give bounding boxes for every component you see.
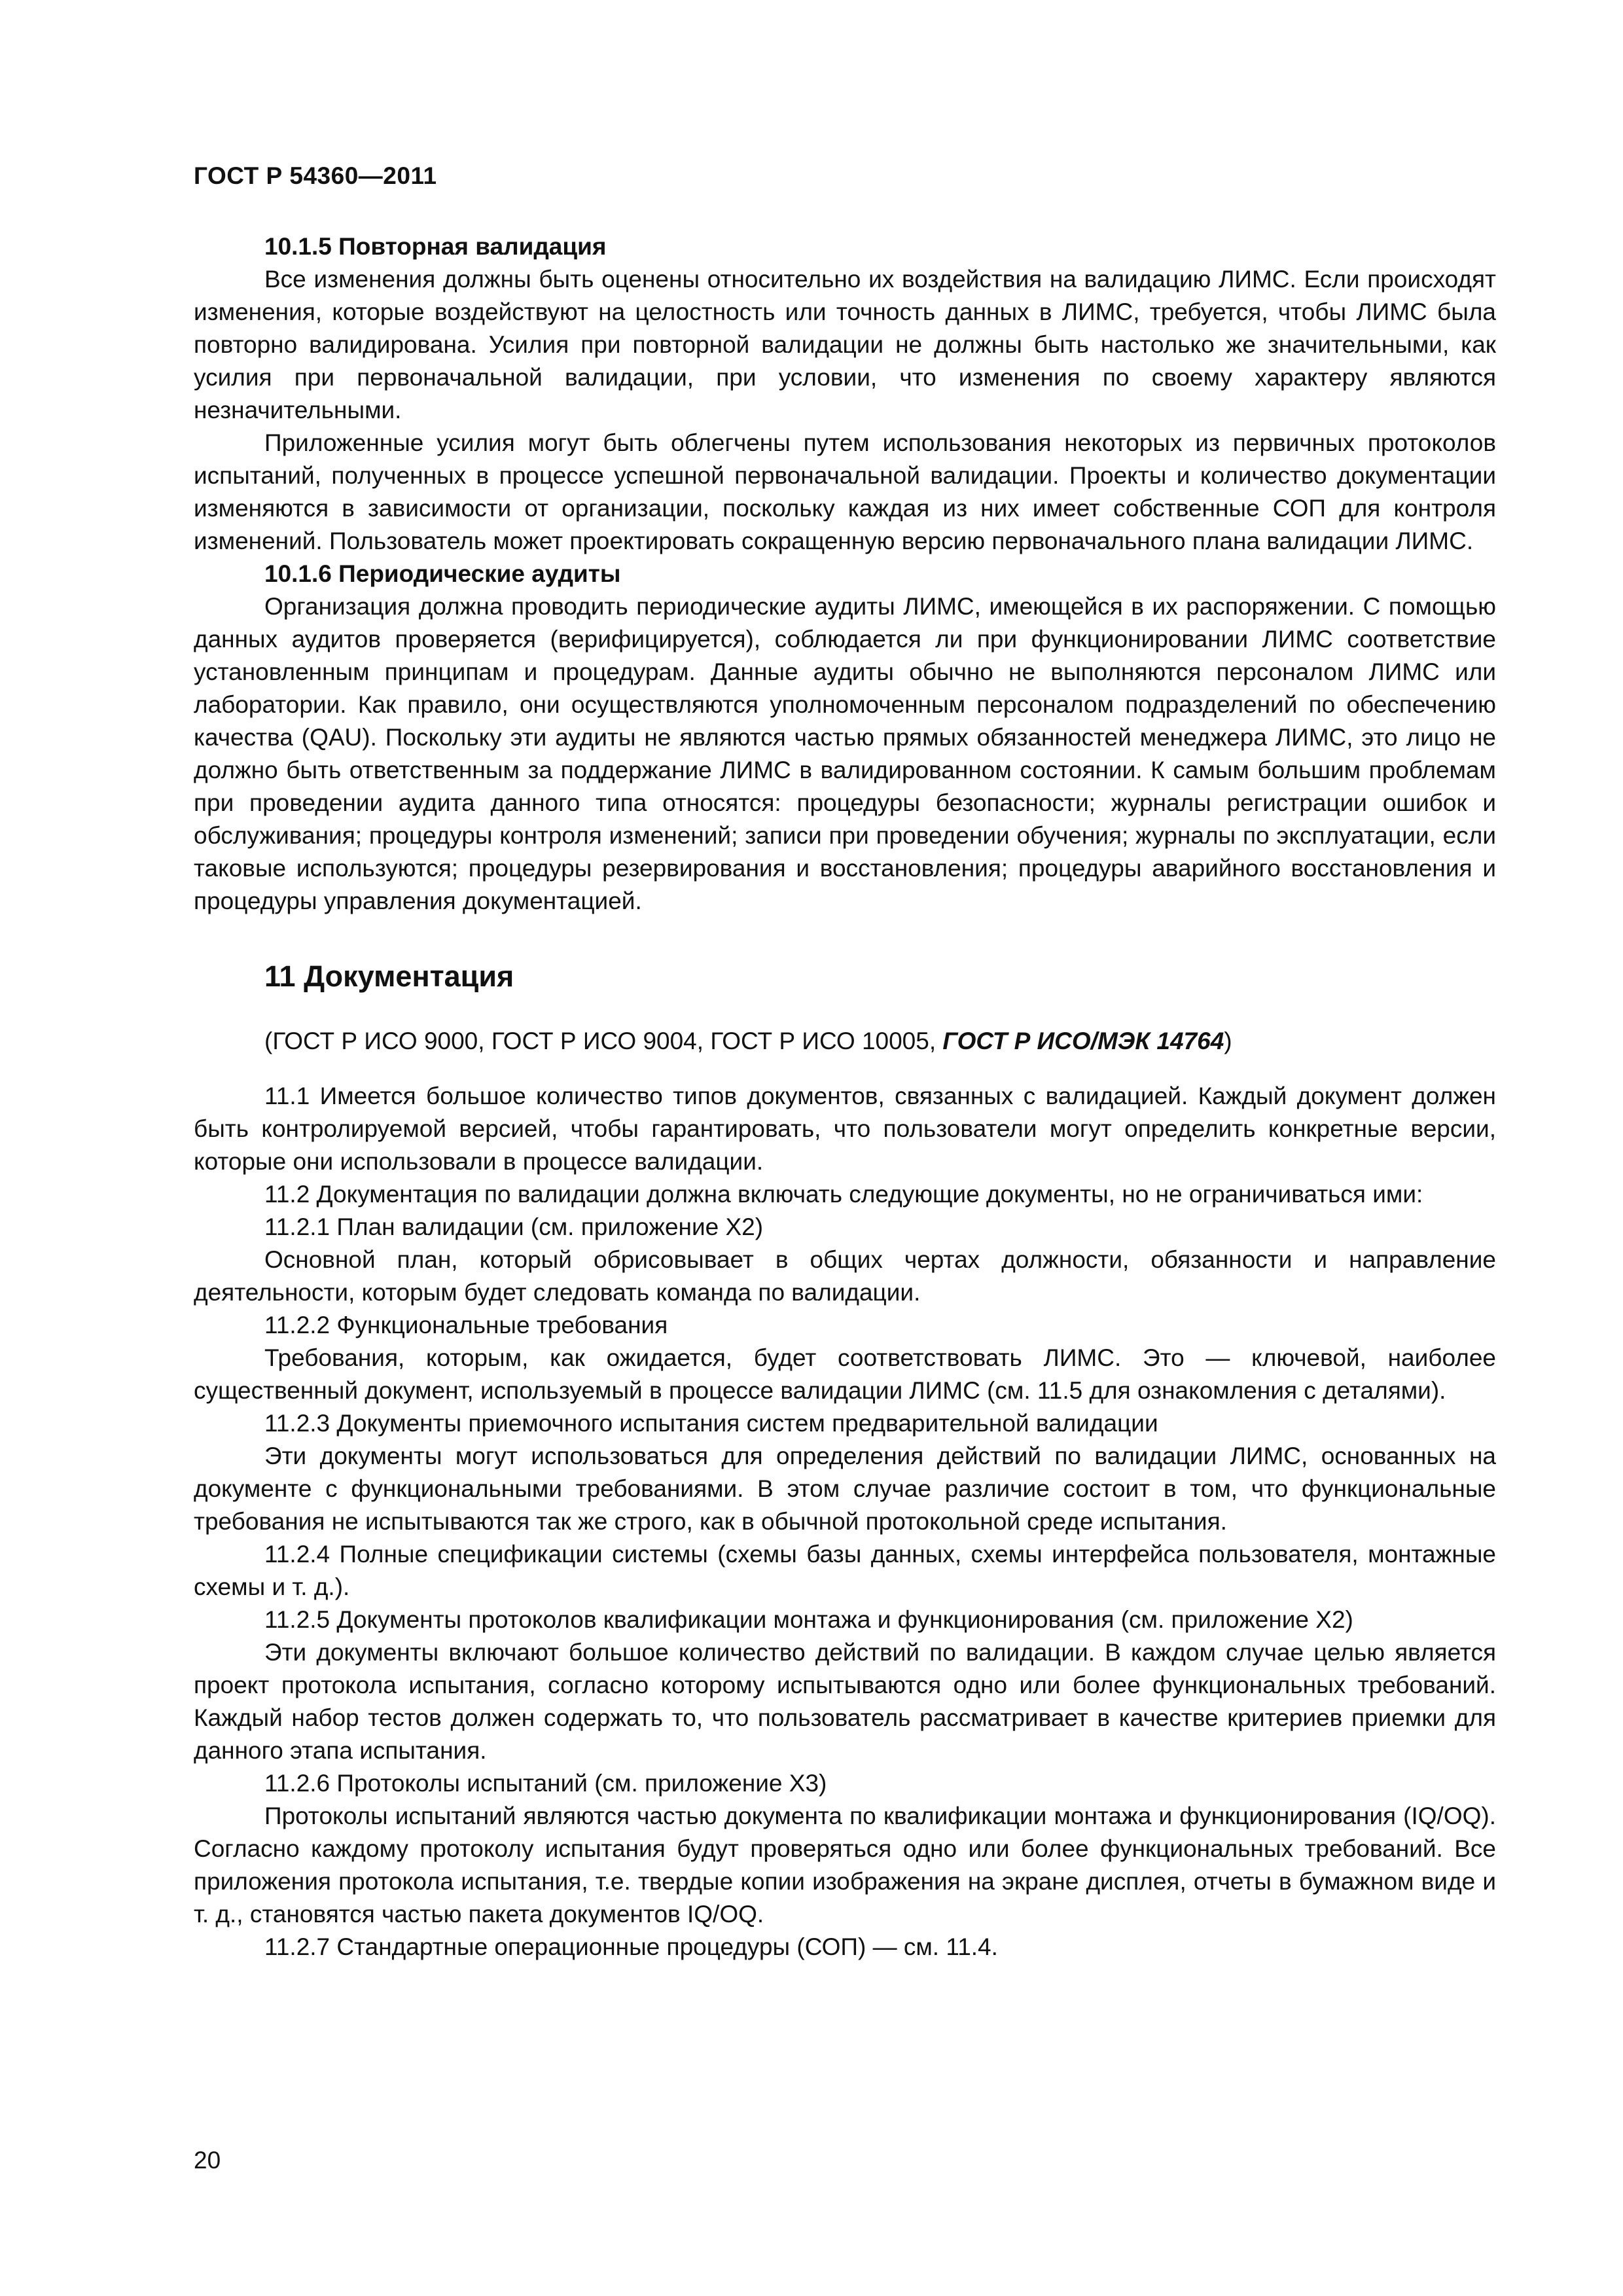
clause-11-2-6: 11.2.6 Протоколы испытаний (см. приложение Х3) xyxy=(264,1770,827,1797)
clause-11-2-3: 11.2.3 Документы приемочного испытания систем предварительной валидации xyxy=(264,1410,1158,1437)
clause-11-2: 11.2 Документация по валидации должна включать следующие документы, но не ограничиваться ими: xyxy=(264,1181,1423,1208)
paragraph: Требования, которым, как ожидается, будет соответствовать ЛИМС. Это — ключевой, наиболее существенный документ, используемый в процессе валидации ЛИМС (см. 11.5 для ознакомления с деталями). xyxy=(194,1344,1496,1404)
paragraph: Эти документы могут использоваться для определения действий по валидации ЛИМС, основанных на документе с функциональными требованиями. В этом случае различие состоит в том, что функциональные требования не испытываются так же строго, как в обычной протокольной среде испытания. xyxy=(194,1443,1496,1535)
clause-11-1: 11.1 Имеется большое количество типов документов, связанных с валидацией. Каждый документ должен быть контролируемой версией, чтобы гарантировать, что пользователи могут определить конкретные версии, которые они использовали в процессе валидации. xyxy=(194,1083,1496,1175)
clause-11-2-4: 11.2.4 Полные спецификации системы (схемы базы данных, схемы интерфейса пользователя, монтажные схемы и т. д.). xyxy=(194,1541,1496,1600)
normative-references xyxy=(194,1025,1496,1058)
clause-11-2-7: 11.2.7 Стандартные операционные процедуры (СОП) — см. 11.4. xyxy=(264,1933,998,1960)
paragraph: Приложенные усилия могут быть облегчены путем использования некоторых из первичных протоколов испытаний, полученных в процессе успешной первоначальной валидации. Проекты и количество документации изменяются в зависимости от организации, поскольку каждая из них имеет собственные СОП для контроля изменений. Пользователь может проектировать сокращенную версию первоначального плана валидации ЛИМС. xyxy=(194,429,1496,554)
paragraph: Основной план, который обрисовывает в общих чертах должности, обязанности и направление деятельности, которым будет следовать команда по валидации. xyxy=(194,1246,1496,1306)
section-heading-10-1-6: 10.1.6 Периодические аудиты xyxy=(264,560,621,587)
references-bold-standard: ГОСТ Р ИСО/МЭК 14764 xyxy=(942,1028,1224,1054)
page-number: 20 xyxy=(194,2147,221,2174)
section-heading-11: 11 Документация xyxy=(264,960,514,993)
document-header: ГОСТ Р 54360—2011 xyxy=(194,162,437,189)
references-close: ) xyxy=(1224,1028,1232,1054)
paragraph: Организация должна проводить периодические аудиты ЛИМС, имеющейся в их распоряжении. С помощью данных аудитов проверяется (верифицируется), соблюдается ли при функционировании ЛИМС соответствие установленным принципам и процедурам. Данные аудиты обычно не выполняются персоналом ЛИМС или лаборатории. Как правило, они осуществляются уполномоченным персоналом подразделений по обеспечению качества (QAU). Поскольку эти аудиты не являются частью прямых обязанностей менеджера ЛИМС, это лицо не должно быть ответственным за поддержание ЛИМС в валидированном состоянии. К самым большим проблемам при проведении аудита данного типа относятся: процедуры безопасности; журналы регистрации ошибок и обслуживания; процедуры контроля изменений; записи при проведении обучения; журналы по эксплуатации, если таковые используются; процедуры резервирования и восстановления; процедуры аварийного восстановления и процедуры управления документацией. xyxy=(194,593,1496,914)
clause-11-2-1: 11.2.1 План валидации (см. приложение Х2) xyxy=(264,1213,764,1240)
document-body xyxy=(194,230,1496,1964)
paragraph: Протоколы испытаний являются частью документа по квалификации монтажа и функционирования (IQ/OQ). Согласно каждому протоколу испытания будут проверяться одно или более функциональных требований. Все приложения протокола испытания, т.е. твердые копии изображения на экране дисплея, отчеты в бумажном виде и т. д., становятся частью пакета документов IQ/OQ. xyxy=(194,1803,1496,1928)
section-heading-10-1-5: 10.1.5 Повторная валидация xyxy=(264,233,607,260)
paragraph: Эти документы включают большое количество действий по валидации. В каждом случае целью является проект протокола испытания, согласно которому испытываются одно или более функциональных требований. Каждый набор тестов должен содержать то, что пользователь рассматривает в качестве критериев приемки для данного этапа испытания. xyxy=(194,1639,1496,1764)
paragraph: Все изменения должны быть оценены относительно их воздействия на валидацию ЛИМС. Если происходят изменения, которые воздействуют на целостность или точность данных в ЛИМС, требуется, чтобы ЛИМС была повторно валидирована. Усилия при повторной валидации не должны быть настолько же значительными, как усилия при первоначальной валидации, при условии, что изменения по своему характеру являются незначительными. xyxy=(194,266,1496,423)
clause-11-2-5: 11.2.5 Документы протоколов квалификации монтажа и функционирования (см. приложение Х2) xyxy=(264,1606,1353,1633)
clause-11-2-2: 11.2.2 Функциональные требования xyxy=(264,1312,668,1338)
references-text: (ГОСТ Р ИСО 9000, ГОСТ Р ИСО 9004, ГОСТ Р ИСО 10005, xyxy=(264,1028,943,1054)
